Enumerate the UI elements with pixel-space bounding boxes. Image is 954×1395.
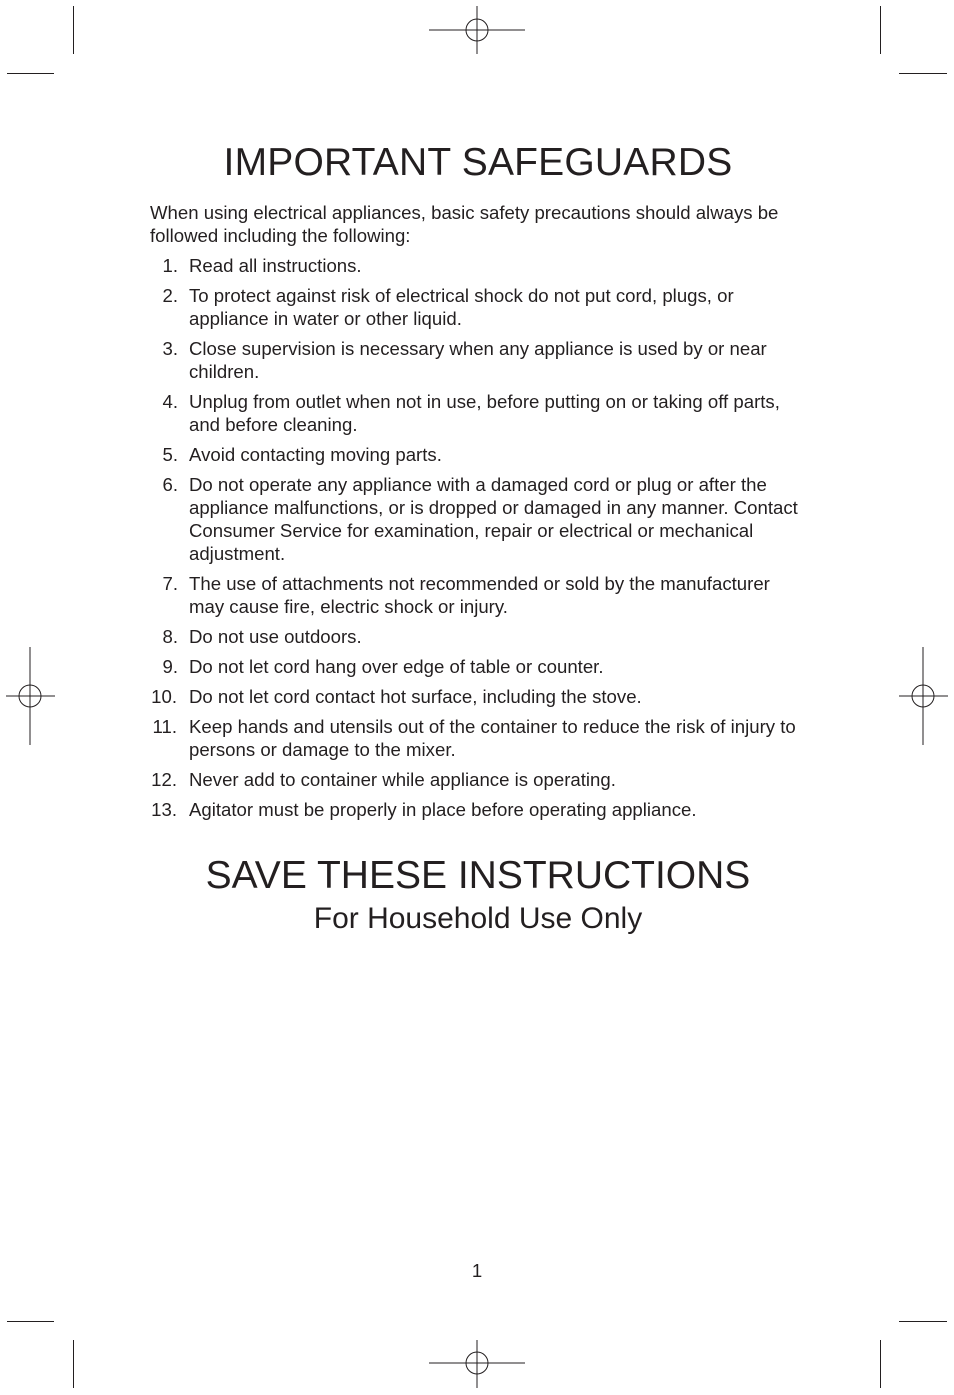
item-number: 7.	[162, 573, 178, 594]
list-item	[150, 254, 806, 277]
item-number: 3.	[162, 338, 178, 359]
list-item	[150, 625, 806, 648]
item-text: The use of attachments not recommended or sold by the manufacturer may cause fire, electric shock or injury.	[189, 573, 770, 617]
crop-mark	[899, 73, 947, 74]
crop-mark	[880, 6, 881, 54]
crop-mark	[73, 1340, 74, 1388]
list-item	[150, 473, 806, 565]
intro-text: When using electrical appliances, basic safety precautions should always be followed including the following:	[150, 202, 779, 246]
crop-mark	[7, 73, 54, 74]
list-item	[150, 390, 806, 436]
safeguards-section	[150, 138, 806, 937]
safeguards-list	[150, 254, 806, 821]
item-text: Close supervision is necessary when any appliance is used by or near children.	[189, 338, 767, 382]
registration-mark-icon	[427, 0, 527, 56]
item-number: 11.	[152, 716, 177, 737]
item-number: 8.	[162, 626, 178, 647]
list-item	[150, 715, 806, 761]
page-title: IMPORTANT SAFEGUARDS	[223, 141, 733, 184]
item-text: Never add to container while appliance is operating.	[189, 769, 616, 790]
list-item	[150, 572, 806, 618]
crop-mark	[880, 1340, 881, 1388]
household-use-subtitle: For Household Use Only	[313, 902, 643, 935]
item-text: Read all instructions.	[189, 255, 362, 276]
crop-mark	[7, 1321, 54, 1322]
item-text: Do not let cord contact hot surface, including the stove.	[189, 686, 642, 707]
item-number: 4.	[162, 391, 178, 412]
item-text: Keep hands and utensils out of the container to reduce the risk of injury to persons or damage to the mixer.	[189, 716, 796, 760]
list-item	[150, 443, 806, 466]
crop-mark	[73, 6, 74, 54]
item-number: 9.	[162, 656, 178, 677]
list-item	[150, 655, 806, 678]
item-text: Avoid contacting moving parts.	[189, 444, 442, 465]
list-item	[150, 798, 806, 821]
item-number: 12.	[151, 769, 177, 790]
item-text: Do not operate any appliance with a damaged cord or plug or after the appliance malfunctions, or is dropped or damaged in any manner. Contact Consumer Service for examination, repair or electrical or mechanical adjustment.	[189, 474, 798, 564]
item-number: 5.	[162, 444, 178, 465]
list-item	[150, 337, 806, 383]
item-number: 6.	[162, 474, 178, 495]
registration-mark-icon	[894, 645, 954, 749]
item-text: Do not let cord hang over edge of table or counter.	[189, 656, 604, 677]
registration-mark-icon	[427, 1338, 527, 1394]
item-text: To protect against risk of electrical shock do not put cord, plugs, or appliance in water or other liquid.	[189, 285, 734, 329]
registration-mark-icon	[0, 645, 60, 749]
save-instructions-heading: SAVE THESE INSTRUCTIONS	[205, 854, 751, 897]
item-text: Do not use outdoors.	[189, 626, 362, 647]
item-text: Agitator must be properly in place before operating appliance.	[189, 799, 697, 820]
item-number: 2.	[162, 285, 178, 306]
list-item	[150, 685, 806, 708]
item-number: 13.	[151, 799, 177, 820]
item-text: Unplug from outlet when not in use, before putting on or taking off parts, and before cleaning.	[189, 391, 780, 435]
page-number: 1	[471, 1260, 483, 1281]
item-number: 10.	[151, 686, 177, 707]
item-number: 1.	[162, 255, 178, 276]
list-item	[150, 768, 806, 791]
crop-mark	[899, 1321, 947, 1322]
list-item	[150, 284, 806, 330]
